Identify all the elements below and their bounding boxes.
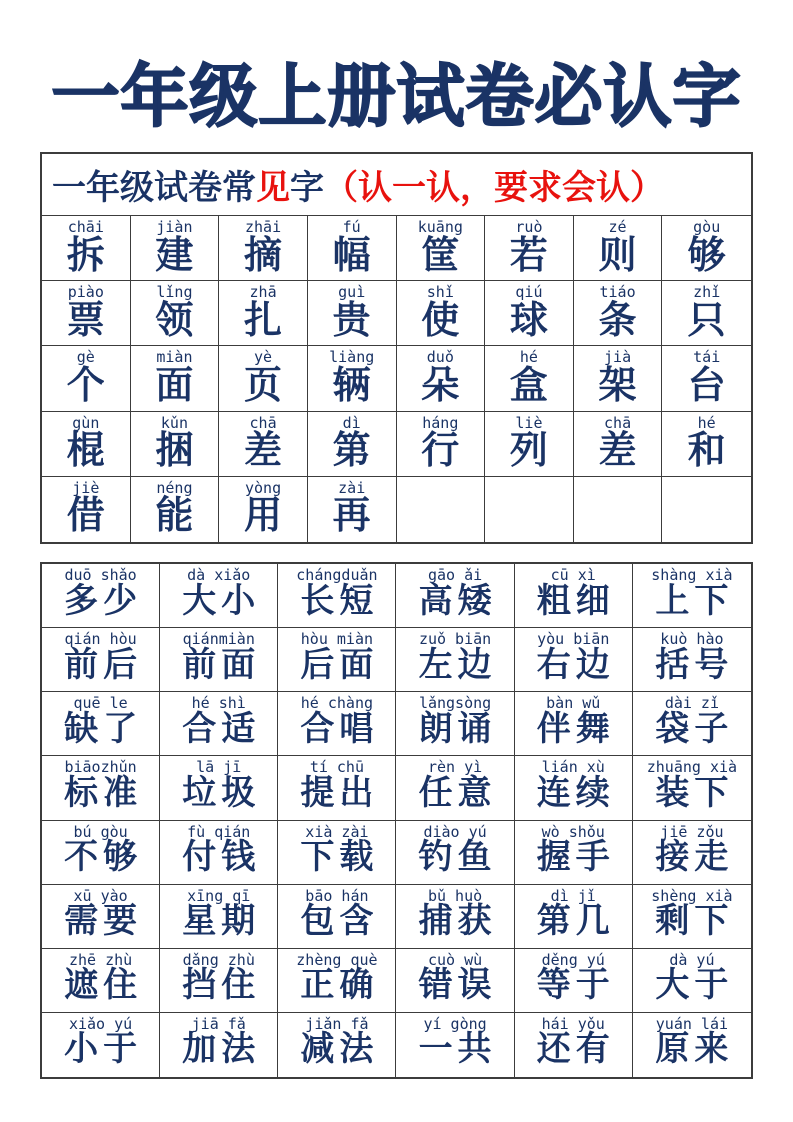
char-cell xyxy=(662,477,751,542)
cell-hanzi: 和 xyxy=(687,428,726,473)
cell-pinyin: háng xyxy=(422,413,459,432)
cell-pinyin: chā xyxy=(249,413,277,432)
char-cell xyxy=(42,756,160,820)
section-header-text: （认一认，要求会认） xyxy=(324,168,664,208)
char-cell xyxy=(662,346,751,411)
cell-hanzi: 错误 xyxy=(418,965,497,1006)
cell-pinyin: piào xyxy=(67,283,104,302)
char-cell xyxy=(42,821,160,885)
cell-hanzi: 差 xyxy=(244,428,283,473)
cell-hanzi: 只 xyxy=(687,297,726,342)
cell-hanzi: 一共 xyxy=(418,1029,497,1070)
cell-pinyin: tí chū xyxy=(309,758,364,777)
cell-pinyin: néng xyxy=(156,478,193,497)
cell-pinyin: hé xyxy=(519,348,538,367)
cell-pinyin: jiā fǎ xyxy=(191,1014,246,1033)
cell-hanzi: 左边 xyxy=(418,644,497,685)
cell-pinyin: diào yú xyxy=(423,822,487,841)
cell-pinyin: zuǒ biān xyxy=(418,630,492,649)
cell-pinyin: gòu xyxy=(693,218,721,236)
char-cell xyxy=(515,949,633,1013)
char-cell xyxy=(308,477,397,542)
cell-hanzi: 长短 xyxy=(300,580,379,621)
char-cell xyxy=(633,949,751,1013)
cell-hanzi: 括号 xyxy=(655,644,734,685)
cell-pinyin: qián hòu xyxy=(64,630,137,649)
char-cell xyxy=(160,628,278,692)
cell-hanzi: 幅 xyxy=(332,232,371,277)
cell-pinyin: shǐ xyxy=(426,283,454,302)
words-table xyxy=(42,564,751,1077)
cell-pinyin: gè xyxy=(76,348,95,367)
cell-hanzi: 等于 xyxy=(536,965,615,1006)
cell-hanzi: 垃圾 xyxy=(182,772,261,813)
cell-hanzi: 上下 xyxy=(655,580,734,621)
cell-hanzi: 标准 xyxy=(64,772,143,813)
cell-hanzi: 星期 xyxy=(182,901,261,942)
cell-pinyin: quē le xyxy=(73,694,128,713)
char-cell xyxy=(396,692,514,756)
char-cell xyxy=(278,564,396,628)
cell-hanzi: 正确 xyxy=(300,965,379,1006)
cell-hanzi: 需要 xyxy=(64,901,143,942)
cell-hanzi: 行 xyxy=(421,428,460,473)
cell-pinyin: jià xyxy=(604,348,632,367)
characters-table xyxy=(42,216,751,542)
char-cell xyxy=(278,885,396,949)
cell-pinyin: chángduǎn xyxy=(296,566,378,584)
cell-pinyin: cuò wù xyxy=(427,950,483,969)
cell-pinyin: dài zǐ xyxy=(664,694,719,713)
cell-pinyin: yòng xyxy=(245,478,282,497)
char-cell xyxy=(515,821,633,885)
cell-pinyin: gùn xyxy=(72,413,100,432)
char-cell xyxy=(397,412,486,477)
char-cell xyxy=(42,692,160,756)
cell-pinyin xyxy=(702,477,711,497)
cell-hanzi: 个 xyxy=(66,362,105,407)
cell-hanzi: 若 xyxy=(509,232,548,277)
cell-hanzi: 列 xyxy=(509,428,548,473)
cell-pinyin: cū xì xyxy=(550,566,596,584)
cell-hanzi: 前后 xyxy=(64,644,143,685)
char-cell xyxy=(278,949,396,1013)
cell-hanzi: 大小 xyxy=(182,580,261,621)
char-cell xyxy=(42,281,131,346)
char-cell xyxy=(485,346,574,411)
char-cell xyxy=(278,1013,396,1077)
char-cell xyxy=(397,281,486,346)
cell-hanzi: 台 xyxy=(687,362,726,407)
cell-hanzi: 原来 xyxy=(655,1029,734,1070)
cell-hanzi: 筐 xyxy=(421,232,460,277)
char-cell xyxy=(42,885,160,949)
cell-pinyin: xū yào xyxy=(73,886,128,905)
cell-pinyin: bāo hán xyxy=(305,886,369,905)
cell-hanzi: 装下 xyxy=(655,772,734,813)
char-cell xyxy=(219,477,308,542)
cell-hanzi: 借 xyxy=(66,493,105,538)
char-cell xyxy=(131,477,220,542)
char-cell xyxy=(42,216,131,281)
cell-hanzi: 任意 xyxy=(418,772,497,813)
char-cell xyxy=(308,346,397,411)
cell-hanzi: 后面 xyxy=(300,644,379,685)
cell-hanzi: 使 xyxy=(421,297,460,342)
char-cell xyxy=(633,564,751,628)
cell-pinyin: duō shǎo xyxy=(64,566,137,584)
char-cell xyxy=(308,281,397,346)
cell-hanzi: 下载 xyxy=(300,837,379,877)
cell-pinyin xyxy=(524,477,533,497)
cell-pinyin: hé chàng xyxy=(300,694,374,713)
char-cell xyxy=(662,412,751,477)
cell-hanzi: 能 xyxy=(155,493,194,538)
cell-hanzi: 票 xyxy=(66,297,105,342)
char-cell xyxy=(396,821,514,885)
char-cell xyxy=(396,1013,514,1077)
cell-pinyin: kuāng xyxy=(417,218,463,236)
char-cell xyxy=(42,477,131,542)
section-header-text: 见 xyxy=(256,168,290,208)
cell-hanzi: 右边 xyxy=(536,644,615,685)
cell-hanzi: 盒 xyxy=(509,362,548,407)
cell-hanzi: 剩下 xyxy=(655,901,734,942)
cell-pinyin: lǐng xyxy=(156,283,193,302)
cell-pinyin: kuò hào xyxy=(660,630,724,649)
cell-hanzi: 包含 xyxy=(300,901,379,942)
char-cell xyxy=(633,756,751,820)
char-cell xyxy=(160,756,278,820)
cell-pinyin: lián xù xyxy=(541,758,605,777)
cell-hanzi: 加法 xyxy=(182,1029,261,1070)
char-cell xyxy=(633,1013,751,1077)
cell-hanzi: 摘 xyxy=(244,232,283,277)
cell-hanzi: 挡住 xyxy=(182,965,261,1006)
cell-pinyin: jiē zǒu xyxy=(660,822,724,841)
cell-hanzi: 缺了 xyxy=(64,708,143,749)
cell-pinyin: liàng xyxy=(329,348,375,367)
common-characters-section xyxy=(40,152,753,544)
cell-hanzi: 遮住 xyxy=(64,965,143,1006)
cell-hanzi: 朵 xyxy=(421,362,460,407)
cell-hanzi: 第几 xyxy=(536,901,615,942)
cell-hanzi: 第 xyxy=(332,428,371,473)
cell-pinyin xyxy=(613,477,622,497)
cell-pinyin: shàng xià xyxy=(651,566,733,584)
cell-hanzi: 高矮 xyxy=(418,580,497,621)
cell-pinyin: dì jǐ xyxy=(550,886,596,905)
section-header xyxy=(42,154,751,216)
cell-hanzi: 棍 xyxy=(66,428,105,473)
cell-hanzi: 贵 xyxy=(332,297,371,342)
cell-pinyin: wò shǒu xyxy=(541,822,605,841)
char-cell xyxy=(160,885,278,949)
char-cell xyxy=(574,346,663,411)
char-cell xyxy=(574,477,663,542)
char-cell xyxy=(574,412,663,477)
cell-pinyin: jiàn xyxy=(156,218,193,236)
char-cell xyxy=(515,756,633,820)
cell-pinyin: zhǐ xyxy=(693,283,721,302)
char-cell xyxy=(42,1013,160,1077)
cell-hanzi: 袋子 xyxy=(655,708,734,749)
cell-pinyin: rèn yì xyxy=(427,758,483,777)
cell-pinyin: miàn xyxy=(156,348,193,367)
char-cell xyxy=(485,477,574,542)
cell-hanzi: 合唱 xyxy=(300,708,379,749)
cell-pinyin: zhā xyxy=(249,283,277,302)
cell-hanzi: 领 xyxy=(155,297,194,342)
cell-hanzi: 钓鱼 xyxy=(418,837,497,877)
cell-pinyin: xiǎo yú xyxy=(68,1014,133,1033)
cell-pinyin: fù qián xyxy=(187,822,251,841)
char-cell xyxy=(515,692,633,756)
cell-hanzi: 捕获 xyxy=(418,901,497,942)
cell-hanzi: 多少 xyxy=(64,580,143,621)
cell-hanzi: 连续 xyxy=(536,772,615,813)
cell-pinyin: fú xyxy=(342,218,361,236)
char-cell xyxy=(396,885,514,949)
cell-pinyin: bǔ huò xyxy=(427,886,483,905)
char-cell xyxy=(131,216,220,281)
cell-pinyin: chāi xyxy=(67,218,104,236)
cell-hanzi: 架 xyxy=(598,362,637,407)
char-cell xyxy=(160,692,278,756)
cell-hanzi: 建 xyxy=(155,232,194,277)
cell-pinyin: hòu miàn xyxy=(300,630,374,649)
cell-hanzi: 提出 xyxy=(300,772,379,813)
char-cell xyxy=(42,949,160,1013)
cell-pinyin: yuán lái xyxy=(655,1014,729,1033)
cell-hanzi: 接走 xyxy=(655,837,734,877)
cell-pinyin: yè xyxy=(254,348,273,367)
cell-pinyin: lǎngsòng xyxy=(418,694,492,713)
char-cell xyxy=(131,281,220,346)
char-cell xyxy=(219,412,308,477)
char-cell xyxy=(662,281,751,346)
cell-pinyin: yí gòng xyxy=(423,1014,487,1033)
cell-hanzi: 朗诵 xyxy=(418,708,497,749)
cell-hanzi: 条 xyxy=(598,297,637,342)
cell-pinyin: dì xyxy=(342,413,361,432)
char-cell xyxy=(219,281,308,346)
char-cell xyxy=(278,628,396,692)
char-cell xyxy=(396,949,514,1013)
char-cell xyxy=(397,216,486,281)
char-cell xyxy=(633,628,751,692)
cell-hanzi: 伴舞 xyxy=(536,708,615,749)
char-cell xyxy=(396,628,514,692)
char-cell xyxy=(219,216,308,281)
cell-pinyin: hé xyxy=(697,413,716,432)
cell-hanzi: 用 xyxy=(244,493,283,538)
char-cell xyxy=(574,216,663,281)
cell-pinyin: hái yǒu xyxy=(541,1014,605,1033)
cell-hanzi: 减法 xyxy=(300,1029,379,1070)
cell-pinyin: qiú xyxy=(515,283,543,302)
cell-pinyin: děng yú xyxy=(541,950,605,969)
char-cell xyxy=(278,692,396,756)
char-cell xyxy=(485,412,574,477)
cell-pinyin: lā jī xyxy=(196,758,242,777)
cell-hanzi: 再 xyxy=(332,493,371,538)
char-cell xyxy=(515,628,633,692)
cell-pinyin xyxy=(436,477,445,497)
char-cell xyxy=(396,756,514,820)
cell-pinyin: bú gòu xyxy=(73,822,128,841)
cell-pinyin: kǔn xyxy=(160,413,188,432)
cell-pinyin: liè xyxy=(515,413,543,432)
cell-pinyin: yòu biān xyxy=(537,630,610,649)
cell-pinyin: tái xyxy=(693,348,721,367)
cell-hanzi: 合适 xyxy=(182,708,261,749)
cell-pinyin: shèng xià xyxy=(651,886,733,905)
char-cell xyxy=(160,949,278,1013)
cell-pinyin: dǎng zhù xyxy=(182,950,255,969)
char-cell xyxy=(397,477,486,542)
section-header-text: 一年级试卷常 xyxy=(52,168,256,208)
cell-pinyin: tiáo xyxy=(599,283,636,302)
char-cell xyxy=(42,628,160,692)
cell-hanzi: 页 xyxy=(244,362,283,407)
common-words-section xyxy=(40,562,753,1079)
char-cell xyxy=(515,1013,633,1077)
cell-pinyin: zài xyxy=(338,478,366,497)
cell-pinyin: xià zài xyxy=(305,822,369,841)
char-cell xyxy=(574,281,663,346)
cell-pinyin: hé shì xyxy=(191,694,246,713)
cell-hanzi: 扎 xyxy=(244,297,283,342)
cell-pinyin: zhuāng xià xyxy=(646,758,738,777)
cell-pinyin: ruò xyxy=(515,218,543,236)
cell-hanzi: 够 xyxy=(687,232,726,277)
char-cell xyxy=(42,346,131,411)
char-cell xyxy=(131,412,220,477)
cell-hanzi: 捆 xyxy=(155,428,194,473)
cell-pinyin: zhāi xyxy=(245,218,282,236)
cell-pinyin: qiánmiàn xyxy=(182,630,255,649)
char-cell xyxy=(633,821,751,885)
cell-pinyin: duǒ xyxy=(426,348,454,367)
char-cell xyxy=(515,885,633,949)
char-cell xyxy=(131,346,220,411)
cell-pinyin: jiè xyxy=(72,478,100,497)
cell-pinyin: zhē zhù xyxy=(68,950,133,969)
cell-hanzi: 小于 xyxy=(64,1029,143,1070)
cell-hanzi: 拆 xyxy=(66,232,105,277)
cell-hanzi: 大于 xyxy=(655,965,734,1006)
cell-pinyin: zé xyxy=(608,218,627,236)
char-cell xyxy=(633,885,751,949)
cell-pinyin: gāo ǎi xyxy=(427,566,483,584)
cell-hanzi: 差 xyxy=(598,428,637,473)
cell-pinyin: dà yú xyxy=(669,950,715,969)
cell-pinyin: biāozhǔn xyxy=(64,758,137,777)
char-cell xyxy=(396,564,514,628)
cell-hanzi: 还有 xyxy=(536,1029,615,1070)
char-cell xyxy=(278,821,396,885)
char-cell xyxy=(278,756,396,820)
cell-pinyin: guì xyxy=(338,283,366,302)
section-header-text: 字 xyxy=(290,168,324,208)
cell-pinyin: xīng qī xyxy=(187,886,251,905)
char-cell xyxy=(160,1013,278,1077)
char-cell xyxy=(485,281,574,346)
char-cell xyxy=(42,564,160,628)
char-cell xyxy=(308,412,397,477)
cell-hanzi: 则 xyxy=(598,232,637,277)
cell-hanzi: 球 xyxy=(509,297,548,342)
cell-hanzi: 不够 xyxy=(64,837,143,877)
cell-pinyin: jiǎn fǎ xyxy=(305,1014,369,1033)
char-cell xyxy=(42,412,131,477)
char-cell xyxy=(515,564,633,628)
char-cell xyxy=(219,346,308,411)
cell-hanzi: 粗细 xyxy=(536,580,615,621)
char-cell xyxy=(485,216,574,281)
char-cell xyxy=(633,692,751,756)
cell-pinyin: bàn wǔ xyxy=(546,694,601,713)
char-cell xyxy=(160,821,278,885)
cell-pinyin: zhèng què xyxy=(296,950,378,969)
char-cell xyxy=(662,216,751,281)
cell-hanzi: 辆 xyxy=(332,362,371,407)
cell-pinyin: chā xyxy=(604,413,632,432)
cell-pinyin: dà xiǎo xyxy=(187,566,251,584)
char-cell xyxy=(308,216,397,281)
char-cell xyxy=(160,564,278,628)
char-cell xyxy=(397,346,486,411)
cell-hanzi: 面 xyxy=(155,362,194,407)
cell-hanzi: 前面 xyxy=(182,644,261,685)
cell-hanzi: 付钱 xyxy=(182,837,261,877)
cell-hanzi: 握手 xyxy=(536,837,615,877)
page-title: 一年级上册试卷必认字 xyxy=(51,58,742,137)
